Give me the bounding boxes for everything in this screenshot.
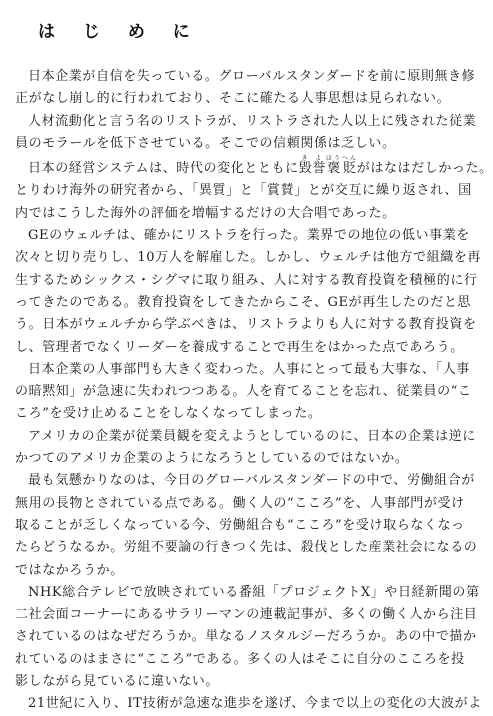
text-line: 日本企業の人事部門も大きく変わった。人事にとって最も大事な、「人事 <box>28 361 470 377</box>
text-line: 21世紀に入り、IT技術が急速な進歩を遂げ、今まで以上の変化の大波がよ <box>28 696 482 712</box>
text-line: 生するためシックス・シグマに取り組み、人に対する教育投資を積極的に行 <box>15 272 478 288</box>
text-line: ころ”を受け止めることをしなくなってしまった。 <box>15 406 322 422</box>
text-line: たらどうなるか。労組不要論の行きつく先は、殺伐とした産業社会になるの <box>15 540 478 556</box>
text-line: の暗黙知」が急速に失われつつある。人を育てることを忘れ、従業員の“こ <box>15 384 472 400</box>
text-line: ではなかろうか。 <box>15 562 124 578</box>
section-heading: は じ め に <box>38 22 201 42</box>
text-fragment: がはなはだしかった。 <box>356 161 493 177</box>
text-line: れているのはまさに“こころ”である。多くの人はそこに自分のこころを投 <box>15 651 465 667</box>
body-text <box>15 66 493 716</box>
text-line: 取ることが乏しくなっている今、労働組合も“こころ”を受け取らなくなっ <box>15 517 465 533</box>
text-line: 次々と切り売りし、10万人を解雇した。しかし、ウェルチは他方で組織を再 <box>15 250 482 266</box>
paragraph-6 <box>15 426 476 471</box>
text-line: 内ではこうした海外の評価を増幅するだけの大合唱であった。 <box>15 205 396 221</box>
text-line: 最も気懸かりなのは、今日のグローバルスタンダードの中で、労働組合が <box>28 473 475 489</box>
paragraph-9 <box>15 693 482 715</box>
text-line: NHK総合テレビで放映されている番組「プロジェクトX」や日経新聞の第 <box>28 584 480 600</box>
text-line: う。日本がウェルチから学ぶべきは、リストラよりも人に対する教育投資を <box>15 317 477 333</box>
paragraph-1 <box>15 66 476 111</box>
text-line: し、管理者でなくリーダーを養成することで再生をはかった点であろう。 <box>15 339 464 355</box>
text-line: 員のモラールを低下させている。そこでの信頼関係は乏しい。 <box>15 135 396 151</box>
text-line: かつてのアメリカ企業のようになろうとしているのではないか。 <box>15 451 409 467</box>
paragraph-7 <box>15 470 478 581</box>
text-line: とりわけ海外の研究者から、「異質」と「賞賛」とが交互に繰り返され、国 <box>15 183 472 199</box>
text-line: されているのはなぜだろうか。単なるノスタルジーだろうか。あの中で描か <box>15 629 477 645</box>
paragraph-4 <box>15 225 482 359</box>
text-line: 人材流動化と言う名のリストラが、リストラされた人以上に残された従業 <box>28 113 477 129</box>
paragraph-5 <box>15 359 472 426</box>
text-line: 影しながら見ているに違いない。 <box>15 674 220 690</box>
ruby-annotation: 貶へん <box>341 155 358 177</box>
text-fragment: 日本の経営システムは、時代の変化とともに <box>28 161 299 177</box>
text-line-with-ruby <box>15 155 493 180</box>
text-line: GEのウェルチは、確かにリストラを行った。業界での地位の低い事業を <box>28 228 470 244</box>
text-line: 二社会面コーナーにあるサラリーマンの連載記事が、多くの働く人から注目 <box>15 607 478 623</box>
text-line: アメリカの企業が従業員観を変えようとしているのに、日本の企業は逆に <box>28 428 476 444</box>
paragraph-2 <box>15 111 477 156</box>
text-line: 日本企業が自信を失っている。グローバルスタンダードを前に原則無き修 <box>28 69 476 84</box>
text-line: ってきたのである。教育投資をしてきたからこそ、GEが再生したのだと思 <box>15 294 472 310</box>
text-line: 正がなし崩し的に行われており、そこに確たる人事思想は見られない。 <box>15 91 451 107</box>
paragraph-3 <box>15 155 493 225</box>
text-line: 無用の長物とされている点である。働く人の“こころ”を、人事部門が受け <box>15 495 465 511</box>
ruby-annotation: 褒ほう <box>325 155 342 177</box>
ruby-annotation: 毀き <box>298 155 313 177</box>
ruby-annotation: 誉よ <box>312 155 326 177</box>
paragraph-8 <box>15 582 480 693</box>
